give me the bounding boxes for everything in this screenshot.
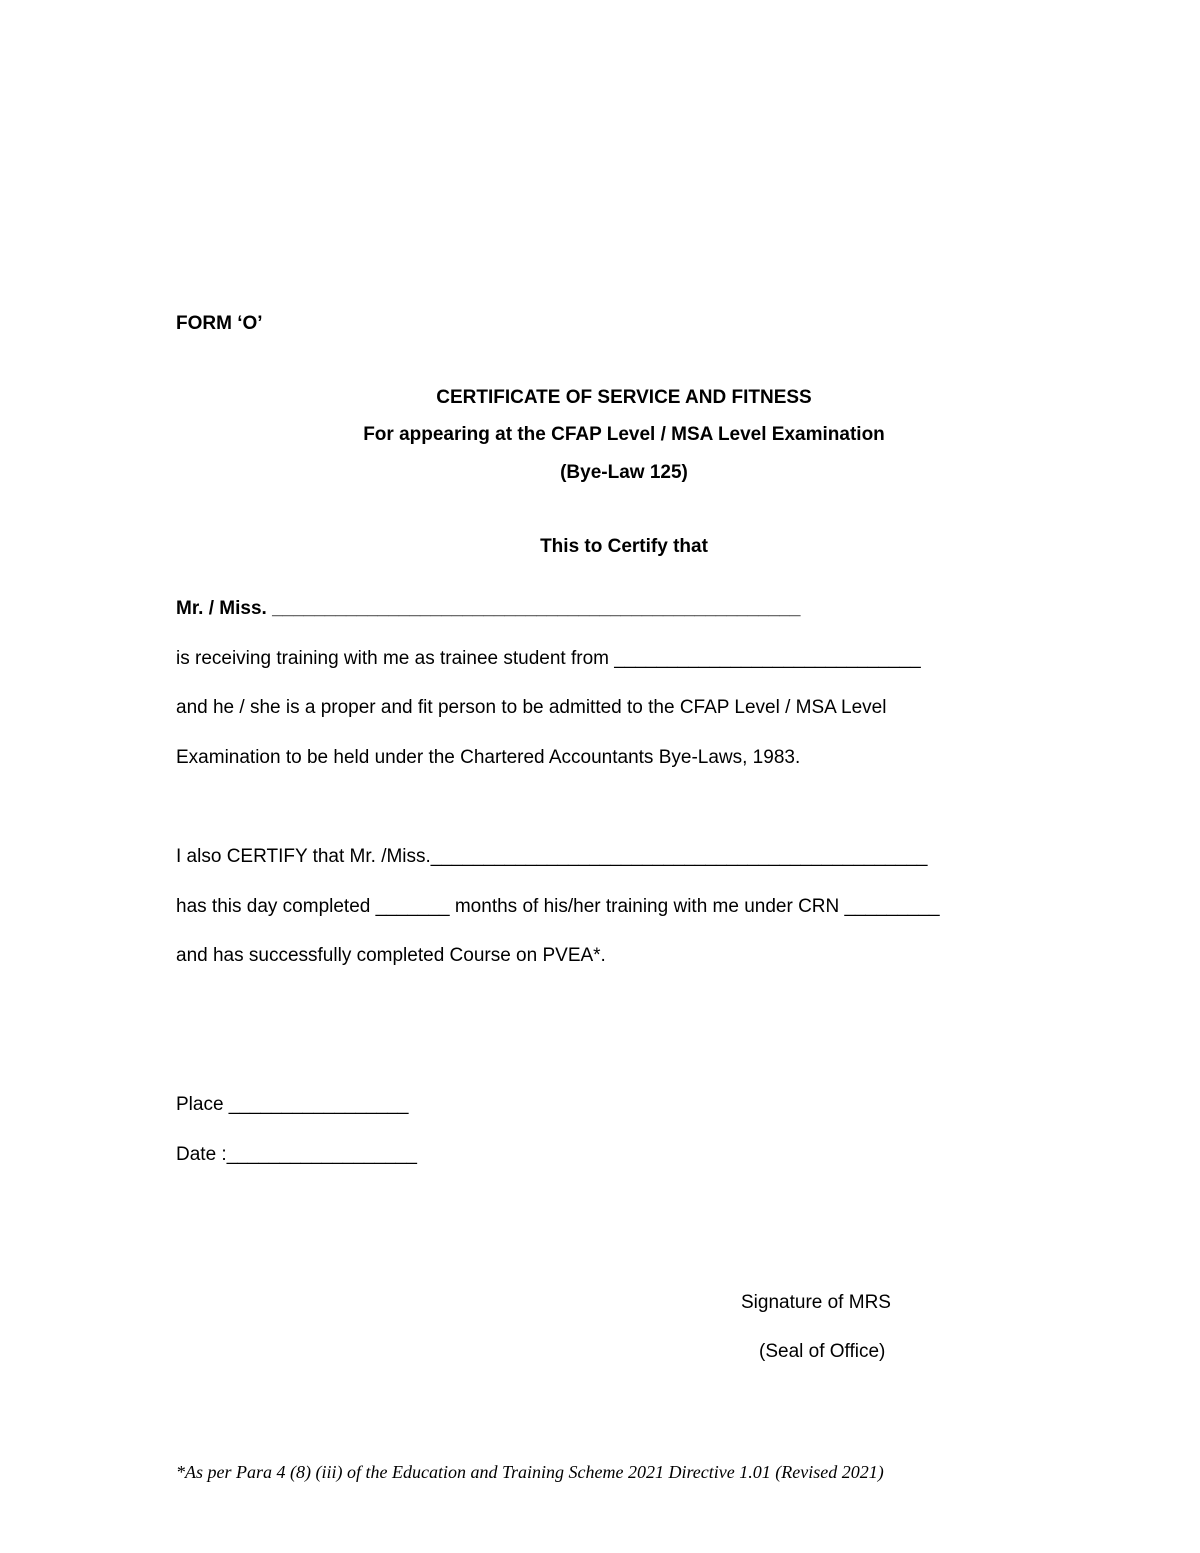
- form-label: FORM ‘O’: [176, 313, 263, 334]
- certificate-subtitle: For appearing at the CFAP Level / MSA Level Examination: [363, 424, 885, 445]
- date-line: Date :__________________: [176, 1144, 417, 1165]
- certificate-title: CERTIFICATE OF SERVICE AND FITNESS: [436, 387, 812, 408]
- name-line: Mr. / Miss. __________________________________________________: [176, 598, 801, 619]
- footnote: *As per Para 4 (8) (iii) of the Education and Training Scheme 2021 Directive 1.01 (Revised 2021): [176, 1462, 884, 1482]
- also-certify-line: I also CERTIFY that Mr. /Miss._______________________________________________: [176, 846, 928, 867]
- bye-law-reference: (Bye-Law 125): [560, 462, 688, 483]
- examination-line: Examination to be held under the Chartered Accountants Bye-Laws, 1983.: [176, 747, 801, 768]
- signature-label: Signature of MRS: [741, 1292, 891, 1313]
- place-line: Place _________________: [176, 1094, 409, 1115]
- seal-label: (Seal of Office): [759, 1341, 886, 1362]
- training-line: is receiving training with me as trainee student from _____________________________: [176, 648, 921, 669]
- fitness-line: and he / she is a proper and fit person to be admitted to the CFAP Level / MSA Level: [176, 697, 887, 718]
- certify-heading: This to Certify that: [540, 536, 708, 557]
- months-line: has this day completed _______ months of his/her training with me under CRN _________: [176, 896, 940, 917]
- course-line: and has successfully completed Course on PVEA*.: [176, 945, 606, 966]
